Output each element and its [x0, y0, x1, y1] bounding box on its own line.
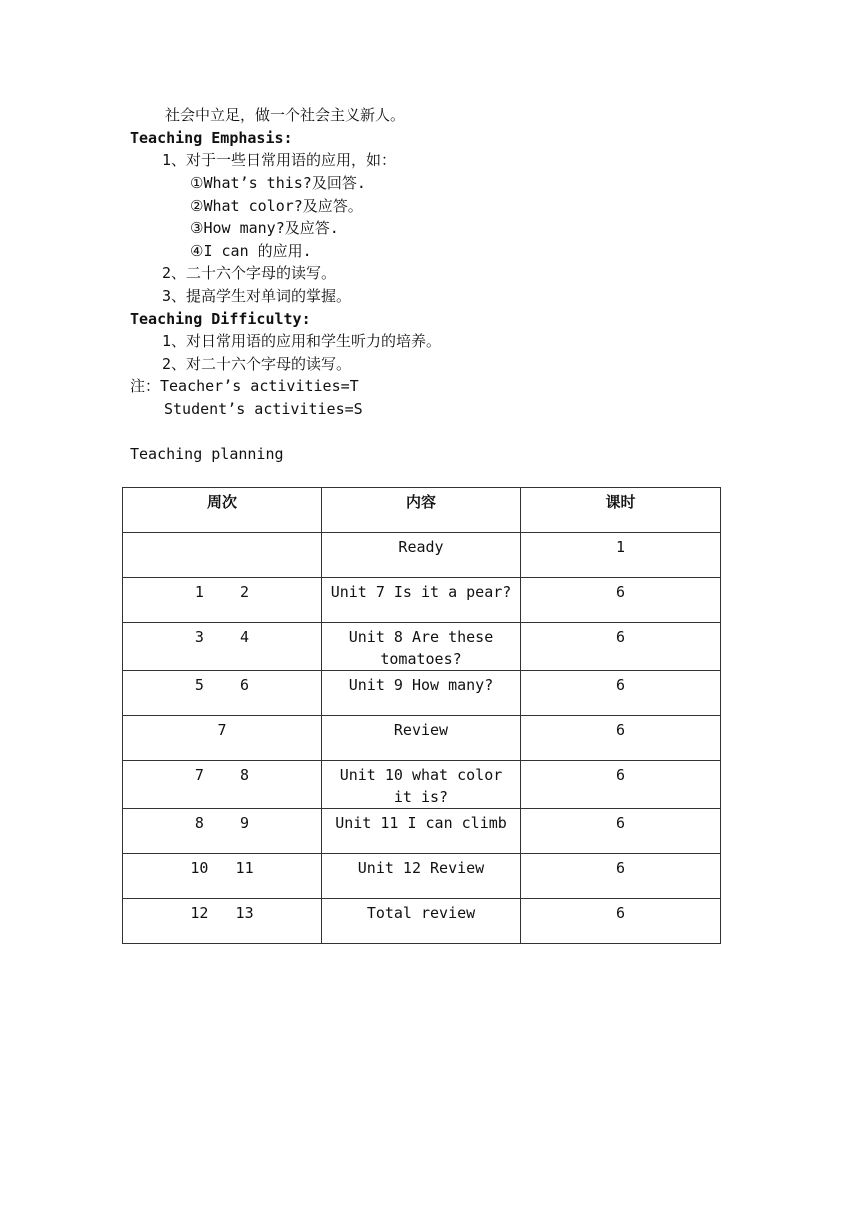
cell-week: 8 9: [123, 809, 322, 854]
cell-hours: 6: [521, 761, 721, 809]
cell-content: Review: [322, 716, 521, 761]
emphasis-sub-2: ②What color?及应答。: [190, 197, 363, 215]
difficulty-item-1: 1、对日常用语的应用和学生听力的培养。: [162, 332, 442, 350]
planning-title: Teaching planning: [130, 445, 284, 463]
cell-week: 7: [123, 716, 322, 761]
cell-week: 10 11: [123, 854, 322, 899]
table-row: [123, 899, 721, 944]
cell-week: [123, 533, 322, 578]
table-row: [123, 854, 721, 899]
header-hours: 课时: [521, 488, 721, 533]
note-line-1: 注：Teacher’s activities=T: [130, 377, 359, 395]
cell-hours: 6: [521, 671, 721, 716]
emphasis-sub-3: ③How many?及应答.: [190, 219, 339, 237]
cell-hours: 6: [521, 899, 721, 944]
emphasis-item-1: 1、对于一些日常用语的应用，如：: [162, 151, 397, 169]
table-row: [123, 623, 721, 671]
emphasis-sub-1: ①What’s this?及回答.: [190, 174, 366, 192]
difficulty-heading: Teaching Difficulty:: [130, 310, 311, 328]
emphasis-heading: Teaching Emphasis:: [130, 129, 293, 147]
cell-hours: 6: [521, 578, 721, 623]
cell-hours: 6: [521, 716, 721, 761]
difficulty-item-2: 2、对二十六个字母的读写。: [162, 355, 352, 373]
emphasis-item-2: 2、二十六个字母的读写。: [162, 264, 337, 282]
cell-content: Unit 11 I can climb: [322, 809, 521, 854]
cell-week: 3 4: [123, 623, 322, 671]
table-header-row: [123, 488, 721, 533]
header-week: 周次: [123, 488, 322, 533]
note-line-2: Student’s activities=S: [164, 400, 363, 418]
table-row: [123, 761, 721, 809]
cell-week: 12 13: [123, 899, 322, 944]
cell-hours: 6: [521, 854, 721, 899]
teaching-plan-table: [122, 487, 721, 944]
cell-content: Ready: [322, 533, 521, 578]
cell-content: Unit 10 what color it is?: [322, 761, 521, 809]
table-row: [123, 716, 721, 761]
cell-hours: 1: [521, 533, 721, 578]
table-row: [123, 578, 721, 623]
cell-content: Total review: [322, 899, 521, 944]
cell-content: Unit 9 How many?: [322, 671, 521, 716]
header-content: 内容: [322, 488, 521, 533]
table-row: [123, 671, 721, 716]
intro-line: 社会中立足，做一个社会主义新人。: [165, 106, 406, 124]
cell-content: Unit 12 Review: [322, 854, 521, 899]
cell-week: 1 2: [123, 578, 322, 623]
table-row: [123, 809, 721, 854]
emphasis-item-3: 3、提高学生对单词的掌握。: [162, 287, 352, 305]
cell-content: Unit 8 Are these tomatoes?: [322, 623, 521, 671]
cell-content: Unit 7 Is it a pear?: [322, 578, 521, 623]
emphasis-sub-4: ④I can 的应用.: [190, 242, 312, 260]
table-row: [123, 533, 721, 578]
cell-week: 7 8: [123, 761, 322, 809]
cell-hours: 6: [521, 809, 721, 854]
cell-hours: 6: [521, 623, 721, 671]
cell-week: 5 6: [123, 671, 322, 716]
